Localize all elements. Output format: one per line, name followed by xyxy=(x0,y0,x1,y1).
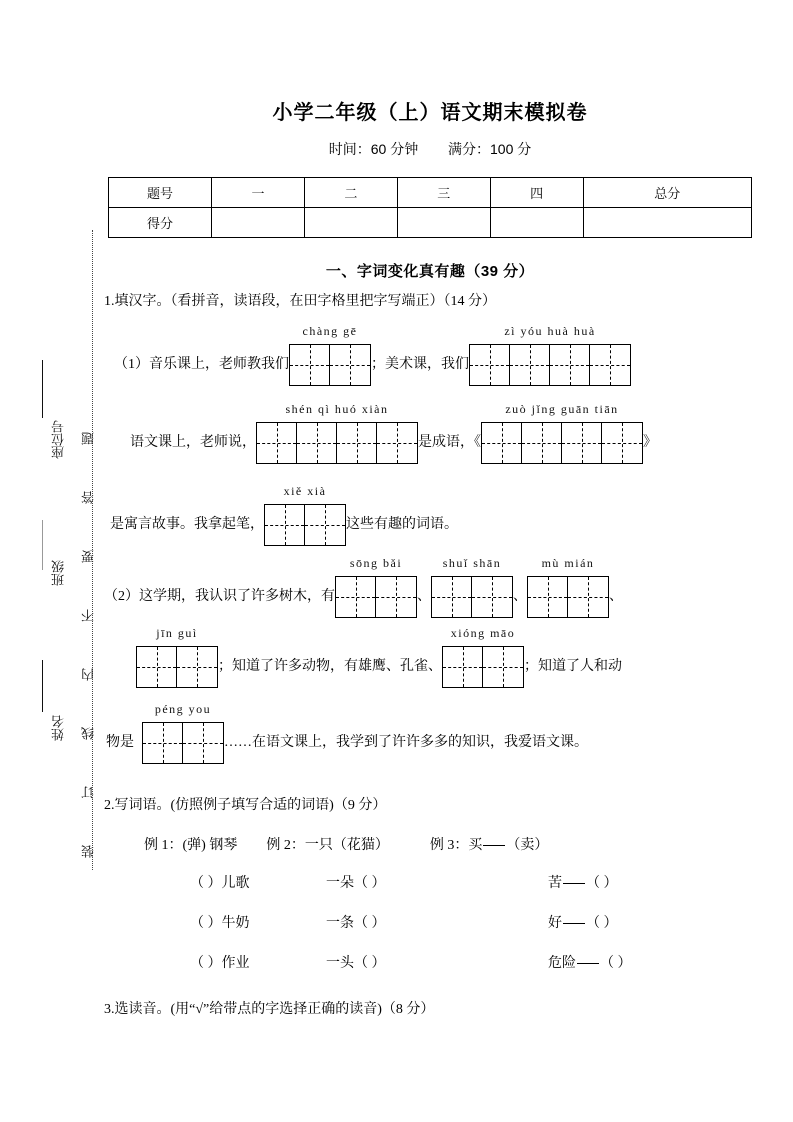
col-header-1: 一 xyxy=(212,178,305,208)
name-label: 姓名 xyxy=(51,715,66,741)
question-3-prompt: 3.选读音。(用“√”给带点的字选择正确的读音)（8 分） xyxy=(104,1002,435,1017)
q2-r1-c1[interactable]: （ ）儿歌 xyxy=(190,876,250,891)
name-field[interactable] xyxy=(49,715,68,741)
q1-row-3 xyxy=(100,484,760,546)
class-label: 班级 xyxy=(51,560,66,586)
col-header-4: 四 xyxy=(490,178,583,208)
q2-r3-c2[interactable]: 一头（ ） xyxy=(326,956,386,971)
example-3-pre: 例 3：买 xyxy=(429,838,483,853)
q2-r2-c3-post: （ ） xyxy=(586,916,618,931)
tianzige-pengyou[interactable] xyxy=(142,702,224,764)
tianzige-shuishan[interactable] xyxy=(431,556,513,618)
q1-row-2-mid: 是成语，《 xyxy=(418,435,481,450)
q2-r3-c3-pre: 危险 xyxy=(548,956,576,971)
score-cell-total[interactable] xyxy=(583,208,751,238)
pinyin-shenqihuoxian: shén qì huó xiàn xyxy=(285,402,389,416)
score-cell-4[interactable] xyxy=(490,208,583,238)
q2-r3-c1[interactable]: （ ）作业 xyxy=(190,956,250,971)
q1-row-1-lead: （1）音乐课上，老师教我们 xyxy=(114,357,289,372)
seat-number-field[interactable] xyxy=(49,420,68,459)
tianzige-shenqihuoxian[interactable] xyxy=(256,402,418,464)
table-row-scores xyxy=(109,208,752,238)
q2-r2-c3[interactable] xyxy=(504,912,704,932)
pinyin-mumian: mù mián xyxy=(541,556,595,570)
pinyin-songbai: sōng bǎi xyxy=(349,556,403,570)
pinyin-xiongmao: xióng māo xyxy=(450,626,516,640)
col-header-total: 总分 xyxy=(583,178,751,208)
example-3-post: （卖） xyxy=(506,838,549,853)
score-cell-1[interactable] xyxy=(212,208,305,238)
pinyin-zuojingguantian: zuò jǐng guān tiān xyxy=(505,402,619,416)
binding-sidebar xyxy=(0,0,100,1122)
tianzige-zuojingguantian[interactable] xyxy=(481,402,643,464)
tianzige-xiongmao[interactable] xyxy=(442,626,524,688)
score-table xyxy=(108,177,752,238)
tianzige-mumian[interactable] xyxy=(527,556,609,618)
table-row-header xyxy=(109,178,752,208)
exam-page xyxy=(100,0,760,1018)
q2-r1-c3[interactable] xyxy=(504,872,704,892)
q2-r2-c3-pre: 好 xyxy=(548,916,562,931)
score-cell-3[interactable] xyxy=(397,208,490,238)
q2-r3-c3[interactable] xyxy=(504,952,704,972)
q2-r1-c3-pre: 苦 xyxy=(548,876,562,891)
q1-row-3-lead: 是寓言故事。我拿起笔， xyxy=(110,517,264,532)
example-1: 例 1：(弹) 钢琴 xyxy=(144,838,238,853)
dash-icon xyxy=(563,923,585,924)
q2-r2-c1[interactable]: （ ）牛奶 xyxy=(190,916,250,931)
q1-row-3-mid: 这些有趣的词语。 xyxy=(346,517,458,532)
list-item xyxy=(144,872,760,892)
example-2: 例 2：一只（花猫） xyxy=(266,838,389,853)
q1-row-6 xyxy=(100,702,760,764)
class-field[interactable] xyxy=(49,560,68,586)
dash-icon xyxy=(483,845,505,846)
q1-row-5 xyxy=(100,626,760,688)
total-score-label: 满分：100 分 xyxy=(448,141,532,157)
tianzige-changge[interactable] xyxy=(289,324,371,386)
question-1-prompt: 1.填汉字。（看拼音，读语段，在田字格里把字写端正）（14 分） xyxy=(104,294,496,309)
q1-row-1 xyxy=(100,324,760,386)
q1-row-2 xyxy=(100,402,760,464)
dash-icon xyxy=(563,883,585,884)
row-label-question-no: 题号 xyxy=(109,178,212,208)
row-label-score: 得分 xyxy=(109,208,212,238)
q1-row-1-mid: ；美术课，我们 xyxy=(371,357,469,372)
time-label: 时间：60 分钟 xyxy=(328,141,419,157)
q1-row-4 xyxy=(100,556,760,618)
list-item xyxy=(144,912,760,932)
tianzige-songbai[interactable] xyxy=(335,556,417,618)
tianzige-xiexia[interactable] xyxy=(264,484,346,546)
pinyin-ziyouhuahua: zì yóu huà huà xyxy=(504,324,596,338)
q2-r1-c2[interactable]: 一朵（ ） xyxy=(326,876,386,891)
tianzige-ziyouhuahua[interactable] xyxy=(469,324,631,386)
seat-number-label: 座位号 xyxy=(51,420,66,459)
class-rule xyxy=(42,520,43,570)
score-cell-2[interactable] xyxy=(304,208,397,238)
col-header-3: 三 xyxy=(397,178,490,208)
q1-row-4-sep-1: 、 xyxy=(417,589,431,604)
page-title: 小学二年级（上）语文期末模拟卷 xyxy=(272,102,588,124)
name-rule xyxy=(42,660,43,712)
pinyin-pengyou: péng you xyxy=(154,702,212,716)
section-one-heading: 一、字词变化真有趣（39 分） xyxy=(325,263,535,280)
q2-r3-c3-post: （ ） xyxy=(600,956,632,971)
exam-meta xyxy=(100,139,760,159)
q1-row-2-lead: 语文课上，老师说， xyxy=(130,435,256,450)
pinyin-shuishan: shuǐ shān xyxy=(442,556,502,570)
q2-example-row xyxy=(100,834,760,854)
q1-row-4-sep-2: 、 xyxy=(513,589,527,604)
binding-notice-text: 装订线内不要答题 xyxy=(81,386,96,858)
q2-r1-c3-post: （ ） xyxy=(586,876,618,891)
q1-row-4-tail: 、 xyxy=(609,589,623,604)
pinyin-xiexia: xiě xià xyxy=(283,484,327,498)
q1-row-6-tail: ……在语文课上，我学到了许许多多的知识，我爱语文课。 xyxy=(224,735,588,750)
q1-row-4-lead: （2）这学期，我认识了许多树木，有 xyxy=(104,589,335,604)
q1-row-5-tail: ；知道了人和动 xyxy=(524,659,622,674)
q2-answer-grid xyxy=(100,872,760,972)
pinyin-jingui: jīn guì xyxy=(156,626,198,640)
q1-row-5-mid: ；知道了许多动物，有雄鹰、孔雀、 xyxy=(218,659,442,674)
q2-r2-c2[interactable]: 一条（ ） xyxy=(326,916,386,931)
dash-icon xyxy=(577,963,599,964)
q1-row-6-lead: 物是 xyxy=(106,735,134,750)
pinyin-changge: chàng gē xyxy=(302,324,358,338)
tianzige-jingui[interactable] xyxy=(136,626,218,688)
question-2-prompt: 2.写词语。(仿照例子填写合适的词语)（9 分） xyxy=(104,798,387,813)
seat-number-rule xyxy=(42,360,43,418)
q1-row-2-tail: 》 xyxy=(643,435,657,450)
col-header-2: 二 xyxy=(304,178,397,208)
list-item xyxy=(144,952,760,972)
